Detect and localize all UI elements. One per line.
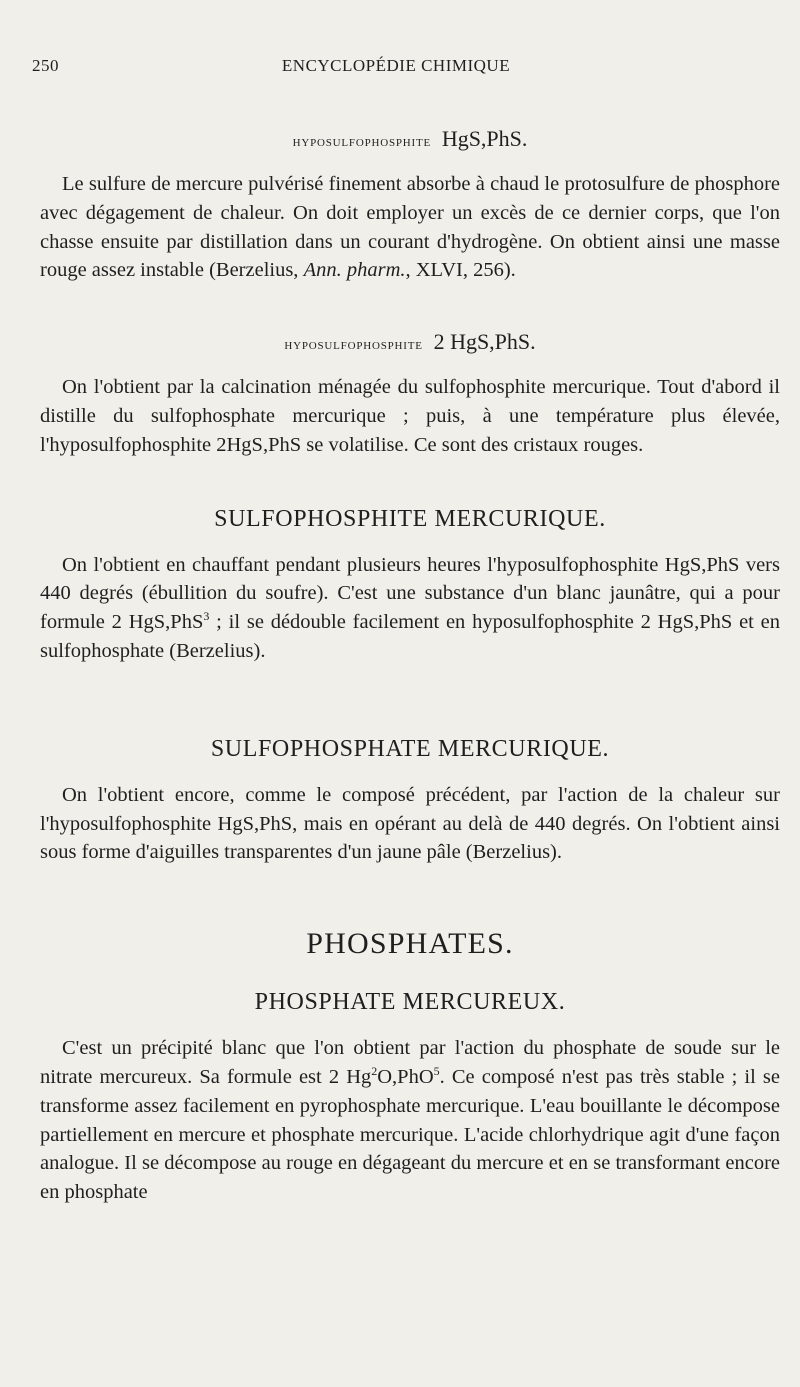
- section-heading-hyposulfophosphite-2: [40, 329, 780, 355]
- paragraph-text: Le sulfure de mercure pulvérisé finement absorbe à chaud le protosulfure de phosphore avec dégagement de chaleur. On doit employer un excès de ce dernier corps, que l'on chasse ensuite par distillation dans un courant d'hydrogène. On obtient ainsi une masse rouge assez instable (Berzelius,: [40, 173, 780, 282]
- paragraph-sulfophosphate-mercurique: On l'obtient encore, comme le composé précédent, par l'action de la chaleur sur l'hyposulfophosphite HgS,PhS, mais en opérant au delà de 440 degrés. On l'obtient ainsi sous forme d'aiguilles transparentes d'un jaune pâle (Berzelius).: [40, 783, 780, 864]
- paragraph-text: . Ce composé n'est pas très stable ; il se transforme assez facilement en pyrophosphate mercurique. L'eau bouillante le décompose partiellement en mercure et phosphate mercurique. L'acide chlorhydrique agit d'une façon analogue. Il se décompose au rouge en dégageant du mercure et en se transformant encore en phosphate: [40, 1065, 780, 1204]
- page-number: 250: [32, 56, 59, 75]
- paragraph-sulfophosphite-mercurique: [40, 551, 780, 666]
- running-title: ENCYCLOPÉDIE CHIMIQUE: [281, 56, 511, 75]
- section-heading-sulfophosphate-mercurique: SULFOPHOSPHATE MERCURIQUE.: [210, 735, 610, 762]
- paragraph-text: O,PhO: [377, 1065, 434, 1088]
- section-heading-hyposulfophosphite-1: [40, 126, 780, 152]
- paragraph-text: On l'obtient en chauffant pendant plusieurs heures l'hyposulfophosphite HgS,PhS vers 440 degrés (ébullition du soufre). C'est une substance d'un blanc jaunâtre, qui a pour formule 2 HgS,PhS: [40, 553, 780, 634]
- heading-label: hyposulfophosphite: [284, 336, 423, 354]
- citation-journal: Ann. pharm.: [303, 259, 406, 282]
- section-heading-phosphate-mercureux: PHOSPHATE MERCUREUX.: [254, 989, 566, 1016]
- page-content: [40, 126, 780, 1231]
- paragraph-text: ; il se dédouble facilement en hyposulfophosphite 2 HgS,PhS et en sulfophosphate (Berzelius).: [40, 611, 781, 662]
- section-heading-sulfophosphite-mercurique: SULFOPHOSPHITE MERCURIQUE.: [214, 505, 606, 532]
- citation-ref: , XLVI, 256).: [405, 259, 516, 282]
- heading-formula: 2 HgS,PhS.: [433, 329, 536, 355]
- superscript: 3: [203, 609, 210, 624]
- paragraph-text: C'est un précipité blanc que l'on obtient par l'action du phosphate de soude sur le nitrate mercureux. Sa formule est 2 Hg: [40, 1037, 780, 1088]
- chapter-heading-phosphates: PHOSPHATES.: [306, 927, 514, 961]
- superscript: 5: [433, 1063, 440, 1078]
- heading-formula: HgS,PhS.: [441, 126, 528, 151]
- paragraph-hyposulfophosphite-2: On l'obtient par la calcination ménagée du sulfophosphite mercurique. Tout d'abord il distille du sulfophosphate mercurique ; puis, à une température plus élevée, l'hyposulfophosphite 2HgS,PhS se volatilise. Ce sont des cristaux rouges.: [40, 376, 780, 456]
- paragraph-phosphate-mercureux: [40, 1034, 780, 1207]
- superscript: 2: [371, 1063, 378, 1078]
- heading-label: hyposulfophosphite: [292, 133, 432, 150]
- paragraph-hyposulfophosphite-1: [40, 170, 780, 285]
